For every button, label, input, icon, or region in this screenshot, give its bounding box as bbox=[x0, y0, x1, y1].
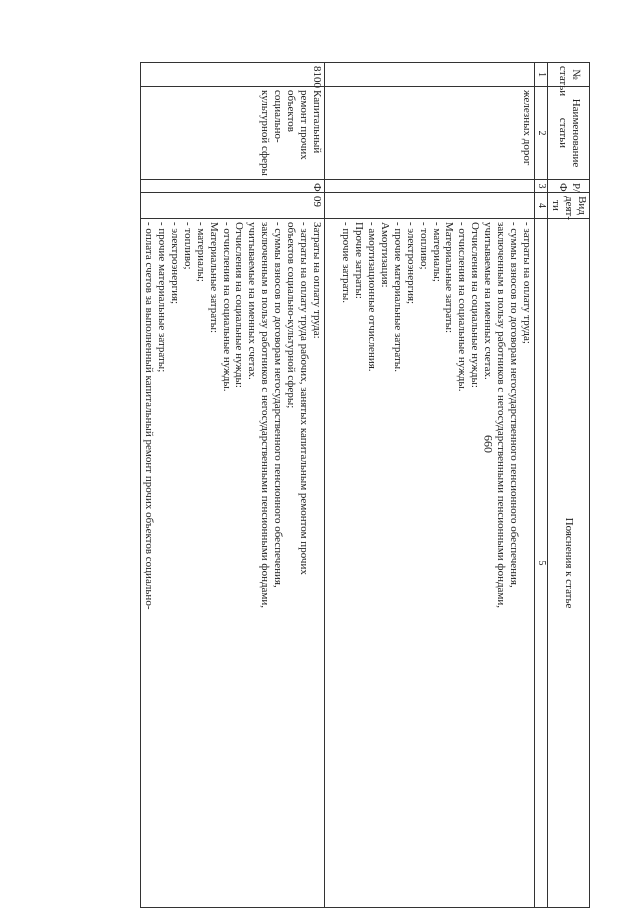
explanation-line: - прочие затраты. bbox=[339, 222, 352, 303]
explanation-line: учитываемые на именных счетах. bbox=[246, 222, 259, 380]
column-number: 5 bbox=[535, 219, 548, 908]
rotated-table-container bbox=[78, 62, 590, 907]
explanation-line: Затраты на оплату труда: bbox=[311, 222, 324, 339]
explanation-cell bbox=[140, 219, 325, 908]
explanation-line: - материалы; bbox=[194, 222, 207, 282]
column-number: 1 bbox=[535, 63, 548, 87]
header-article-name: Наименование статьи bbox=[548, 87, 590, 180]
explanation-line: - суммы взносов по договорам негосударственного пенсионного обеспечения, bbox=[508, 222, 521, 588]
explanation-line: - амортизационные отчисления. bbox=[365, 222, 378, 372]
expense-articles-table bbox=[140, 62, 590, 908]
column-number: 4 bbox=[535, 193, 548, 219]
explanation-line: - затраты на оплату труда; bbox=[521, 222, 534, 344]
header-row bbox=[548, 63, 590, 908]
explanation-line: - прочие материальные затраты. bbox=[391, 222, 404, 372]
explanation-line: заключенным в пользу работников с негосударственными пенсионными фондами, bbox=[495, 222, 508, 609]
column-number-row bbox=[535, 63, 548, 908]
article-number-cell bbox=[325, 63, 535, 87]
explanation-line: - отчисления на социальные нужды. bbox=[220, 222, 233, 392]
explanation-line: - электроэнергия; bbox=[404, 222, 417, 305]
header-explanation: Пояснения к статье bbox=[548, 219, 590, 908]
explanation-line: - затраты на оплату труда рабочих, занятых капитальным ремонтом прочих bbox=[298, 222, 311, 575]
rf-cell: Ф bbox=[140, 180, 325, 193]
rf-cell bbox=[325, 180, 535, 193]
explanation-line: Амортизация: bbox=[378, 222, 391, 288]
table-row bbox=[140, 63, 325, 908]
explanation-line: - электроэнергия; bbox=[168, 222, 181, 305]
explanation-line: Отчисления на социальные нужды: bbox=[469, 222, 482, 388]
explanation-line: Материальные затраты: bbox=[443, 222, 456, 334]
header-rf: Р/ Ф bbox=[548, 180, 590, 193]
article-name-cell: железных дорог bbox=[325, 87, 535, 180]
explanation-line: - суммы взносов по договорам негосударственного пенсионного обеспечения, bbox=[272, 222, 285, 588]
explanation-line: Материальные затраты: bbox=[207, 222, 220, 334]
explanation-cell bbox=[325, 219, 535, 908]
header-activity-type: Вид деят-ти bbox=[548, 193, 590, 219]
explanation-line: Отчисления на социальные нужды: bbox=[233, 222, 246, 388]
explanation-line: объектов социально-культурной сферы; bbox=[285, 222, 298, 409]
explanation-line: - материалы; bbox=[430, 222, 443, 282]
explanation-line: - оплата счетов за выполненный капитальный ремонт прочих объектов социально- bbox=[142, 222, 155, 610]
column-number: 2 bbox=[535, 87, 548, 180]
explanation-line: Прочие затраты: bbox=[352, 222, 365, 299]
explanation-line: - топливо; bbox=[181, 222, 194, 270]
column-number: 3 bbox=[535, 180, 548, 193]
article-number-cell: 8100 bbox=[140, 63, 325, 87]
explanation-line: - топливо; bbox=[417, 222, 430, 270]
header-article-number: № статьи bbox=[548, 63, 590, 87]
document-sheet bbox=[78, 62, 590, 907]
article-name-cell: Капитальный ремонт прочих объектов социально-культурной сферы bbox=[140, 87, 325, 180]
explanation-line: - отчисления на социальные нужды. bbox=[456, 222, 469, 392]
explanation-line: учитываемые на именных счетах. bbox=[482, 222, 495, 380]
table-row bbox=[325, 63, 535, 908]
activity-cell: 09 bbox=[140, 193, 325, 219]
explanation-line: заключенным в пользу работников с негосударственными пенсионными фондами, bbox=[259, 222, 272, 609]
page-number: 660 bbox=[481, 435, 496, 453]
activity-cell bbox=[325, 193, 535, 219]
explanation-line: - прочие материальные затраты; bbox=[155, 222, 168, 373]
